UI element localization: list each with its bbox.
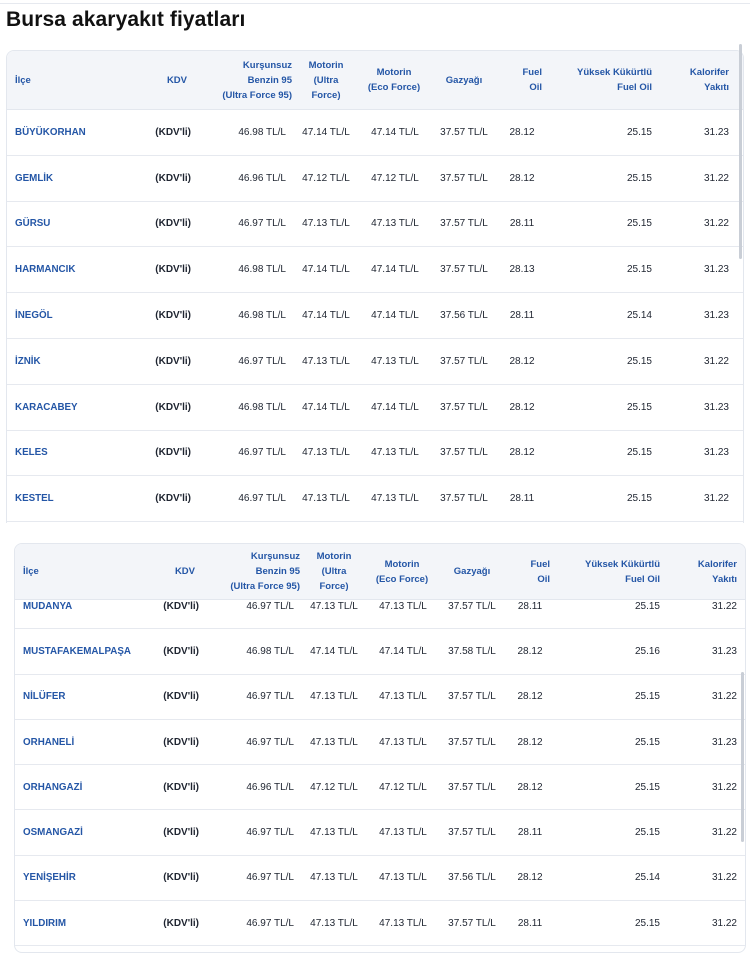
cell-yuksek-kukurtlu: 25.15 xyxy=(634,917,660,929)
header-motorin-eco: Motorin (Eco Force) xyxy=(367,67,421,93)
cell-fuel-oil: 28.11 xyxy=(509,218,535,230)
cell-yuksek-kukurtlu: 25.15 xyxy=(626,126,652,138)
cell-benzin95: 46.97 TL/L xyxy=(246,691,294,703)
table-row xyxy=(15,765,745,810)
cell-fuel-oil: 28.12 xyxy=(517,645,543,657)
header-gazyagi: Gazyağı xyxy=(453,566,491,577)
fuel-price-table-2 xyxy=(14,543,746,953)
cell-gazyagi: 37.57 TL/L xyxy=(448,827,496,839)
table-row xyxy=(7,156,743,202)
cell-kdv: (KDV'li) xyxy=(163,872,199,884)
cell-motorin-eco: 47.13 TL/L xyxy=(379,872,427,884)
cell-benzin95: 46.97 TL/L xyxy=(238,355,286,367)
cell-fuel-oil: 28.11 xyxy=(509,310,535,322)
cell-yuksek-kukurtlu: 25.16 xyxy=(634,645,660,657)
cell-kalorifer: 31.22 xyxy=(711,827,737,839)
cell-district[interactable]: KARACABEY xyxy=(15,401,78,413)
cell-district[interactable]: ORHANELİ xyxy=(23,736,75,748)
cell-fuel-oil: 28.12 xyxy=(509,447,535,459)
cell-motorin-ultra: 47.13 TL/L xyxy=(310,917,358,929)
header-motorin-eco: Motorin (Eco Force) xyxy=(375,558,429,585)
table-row xyxy=(15,901,745,946)
cell-kalorifer: 31.22 xyxy=(711,872,737,884)
top-divider xyxy=(0,3,750,4)
header-ilce: İlçe xyxy=(15,74,31,86)
header-benzin95: Kurşunsuz Benzin 95 (Ultra Force 95) xyxy=(222,59,292,101)
cell-district[interactable]: MUDANYA xyxy=(23,600,73,612)
cell-motorin-eco: 47.14 TL/L xyxy=(379,645,427,657)
cell-motorin-ultra: 47.12 TL/L xyxy=(310,781,358,793)
header-kalorifer: Kalorifer Yakıtı xyxy=(697,558,737,585)
table-row xyxy=(15,675,745,720)
cell-kalorifer: 31.22 xyxy=(711,781,737,793)
page-title: Bursa akaryakıt fiyatları xyxy=(6,8,246,31)
cell-motorin-eco: 47.14 TL/L xyxy=(371,310,419,322)
cell-kdv: (KDV'li) xyxy=(155,126,191,138)
cell-yuksek-kukurtlu: 25.15 xyxy=(626,401,652,413)
cell-motorin-ultra: 47.13 TL/L xyxy=(302,447,350,459)
cell-yuksek-kukurtlu: 25.14 xyxy=(634,872,660,884)
cell-gazyagi: 37.56 TL/L xyxy=(440,310,488,322)
cell-motorin-ultra: 47.13 TL/L xyxy=(302,218,350,230)
cell-motorin-eco: 47.12 TL/L xyxy=(379,781,427,793)
table-row xyxy=(7,385,743,431)
header-ilce: İlçe xyxy=(23,566,39,577)
header-fuel-oil: Fuel Oil xyxy=(522,67,542,93)
cell-motorin-eco: 47.13 TL/L xyxy=(379,917,427,929)
cell-motorin-ultra: 47.13 TL/L xyxy=(310,827,358,839)
cell-district[interactable]: YILDIRIM xyxy=(23,917,66,929)
cell-yuksek-kukurtlu: 25.15 xyxy=(626,447,652,459)
cell-fuel-oil: 28.12 xyxy=(517,736,543,748)
cell-gazyagi: 37.56 TL/L xyxy=(448,872,496,884)
cell-district[interactable]: İZNİK xyxy=(15,355,41,367)
cell-benzin95: 46.98 TL/L xyxy=(246,645,294,657)
table-row xyxy=(7,431,743,477)
cell-motorin-eco: 47.13 TL/L xyxy=(379,736,427,748)
cell-yuksek-kukurtlu: 25.14 xyxy=(626,310,652,322)
cell-motorin-eco: 47.13 TL/L xyxy=(379,600,427,612)
cell-yuksek-kukurtlu: 25.15 xyxy=(626,355,652,367)
cell-benzin95: 46.97 TL/L xyxy=(238,447,286,459)
cell-gazyagi: 37.57 TL/L xyxy=(440,493,488,505)
table-row xyxy=(7,110,743,156)
cell-kdv: (KDV'li) xyxy=(155,218,191,230)
cell-district[interactable]: BÜYÜKORHAN xyxy=(15,126,86,138)
cell-gazyagi: 37.57 TL/L xyxy=(440,264,488,276)
cell-kalorifer: 31.23 xyxy=(703,447,729,459)
cell-district[interactable]: HARMANCIK xyxy=(15,264,76,276)
cell-kalorifer: 31.22 xyxy=(711,917,737,929)
cell-kdv: (KDV'li) xyxy=(163,600,199,612)
cell-gazyagi: 37.58 TL/L xyxy=(448,645,496,657)
cell-kdv: (KDV'li) xyxy=(163,645,199,657)
cell-kalorifer: 31.23 xyxy=(703,401,729,413)
scrollbar-thumb[interactable] xyxy=(739,44,742,259)
cell-motorin-ultra: 47.13 TL/L xyxy=(302,493,350,505)
cell-fuel-oil: 28.11 xyxy=(517,827,543,839)
cell-kdv: (KDV'li) xyxy=(155,447,191,459)
cell-district[interactable]: GEMLİK xyxy=(15,172,54,184)
cell-motorin-eco: 47.13 TL/L xyxy=(371,218,419,230)
cell-gazyagi: 37.57 TL/L xyxy=(448,736,496,748)
cell-kdv: (KDV'li) xyxy=(163,827,199,839)
cell-fuel-oil: 28.12 xyxy=(517,691,543,703)
cell-fuel-oil: 28.12 xyxy=(509,401,535,413)
table-row xyxy=(15,811,745,856)
table-row xyxy=(15,584,745,629)
cell-fuel-oil: 28.12 xyxy=(509,126,535,138)
cell-gazyagi: 37.57 TL/L xyxy=(448,781,496,793)
cell-benzin95: 46.97 TL/L xyxy=(246,917,294,929)
cell-gazyagi: 37.57 TL/L xyxy=(440,447,488,459)
header-motorin-ultra: Motorin (Ultra Force) xyxy=(316,551,352,592)
cell-kalorifer: 31.23 xyxy=(711,645,737,657)
cell-motorin-ultra: 47.12 TL/L xyxy=(302,172,350,184)
cell-kdv: (KDV'li) xyxy=(163,781,199,793)
cell-benzin95: 46.97 TL/L xyxy=(246,600,294,612)
table-row xyxy=(7,202,743,248)
table-row xyxy=(7,339,743,385)
cell-gazyagi: 37.57 TL/L xyxy=(440,218,488,230)
cell-gazyagi: 37.57 TL/L xyxy=(448,600,496,612)
cell-kalorifer: 31.22 xyxy=(711,600,737,612)
cell-kdv: (KDV'li) xyxy=(155,310,191,322)
cell-motorin-ultra: 47.13 TL/L xyxy=(310,872,358,884)
cell-yuksek-kukurtlu: 25.15 xyxy=(626,172,652,184)
cell-kalorifer: 31.23 xyxy=(703,126,729,138)
cell-benzin95: 46.97 TL/L xyxy=(246,736,294,748)
cell-gazyagi: 37.57 TL/L xyxy=(448,917,496,929)
cell-motorin-eco: 47.13 TL/L xyxy=(371,493,419,505)
cell-benzin95: 46.96 TL/L xyxy=(238,172,286,184)
cell-fuel-oil: 28.11 xyxy=(509,493,535,505)
cell-motorin-eco: 47.13 TL/L xyxy=(379,691,427,703)
cell-motorin-ultra: 47.14 TL/L xyxy=(302,401,350,413)
header-yuksek-kukurtlu: Yüksek Kükürtlü Fuel Oil xyxy=(585,558,660,585)
scrollbar-thumb[interactable] xyxy=(741,672,744,842)
cell-fuel-oil: 28.11 xyxy=(517,917,543,929)
cell-fuel-oil: 28.12 xyxy=(517,781,543,793)
cell-yuksek-kukurtlu: 25.15 xyxy=(626,218,652,230)
cell-district[interactable]: ORHANGAZİ xyxy=(23,781,83,793)
cell-kdv: (KDV'li) xyxy=(155,355,191,367)
cell-kalorifer: 31.22 xyxy=(703,218,729,230)
header-kalorifer: Kalorifer Yakıtı xyxy=(689,67,729,93)
cell-yuksek-kukurtlu: 25.15 xyxy=(626,264,652,276)
cell-benzin95: 46.98 TL/L xyxy=(238,264,286,276)
cell-district[interactable]: MUSTAFAKEMALPAŞA xyxy=(23,645,131,657)
cell-district[interactable]: KESTEL xyxy=(15,493,54,505)
cell-kdv: (KDV'li) xyxy=(155,172,191,184)
cell-yuksek-kukurtlu: 25.15 xyxy=(634,736,660,748)
cell-motorin-eco: 47.14 TL/L xyxy=(371,264,419,276)
cell-kdv: (KDV'li) xyxy=(163,691,199,703)
table-row xyxy=(7,247,743,293)
header-benzin95: Kurşunsuz Benzin 95 (Ultra Force 95) xyxy=(230,551,300,592)
cell-benzin95: 46.98 TL/L xyxy=(238,310,286,322)
cell-motorin-ultra: 47.14 TL/L xyxy=(302,126,350,138)
cell-benzin95: 46.98 TL/L xyxy=(238,401,286,413)
cell-yuksek-kukurtlu: 25.15 xyxy=(634,827,660,839)
cell-gazyagi: 37.57 TL/L xyxy=(440,355,488,367)
cell-motorin-ultra: 47.13 TL/L xyxy=(302,355,350,367)
cell-benzin95: 46.97 TL/L xyxy=(238,493,286,505)
cell-motorin-ultra: 47.13 TL/L xyxy=(310,736,358,748)
cell-district[interactable]: OSMANGAZİ xyxy=(23,827,83,839)
cell-fuel-oil: 28.12 xyxy=(509,172,535,184)
cell-kalorifer: 31.22 xyxy=(703,172,729,184)
cell-kalorifer: 31.23 xyxy=(703,310,729,322)
cell-motorin-eco: 47.14 TL/L xyxy=(371,401,419,413)
fuel-price-table-1 xyxy=(6,50,744,523)
cell-gazyagi: 37.57 TL/L xyxy=(440,126,488,138)
cell-district[interactable]: İNEGÖL xyxy=(15,310,53,322)
table-row xyxy=(7,476,743,522)
cell-motorin-ultra: 47.14 TL/L xyxy=(302,310,350,322)
cell-yuksek-kukurtlu: 25.15 xyxy=(634,600,660,612)
header-gazyagi: Gazyağı xyxy=(445,74,483,86)
cell-kdv: (KDV'li) xyxy=(155,401,191,413)
cell-benzin95: 46.98 TL/L xyxy=(238,126,286,138)
cell-motorin-ultra: 47.13 TL/L xyxy=(310,600,358,612)
cell-kalorifer: 31.23 xyxy=(711,736,737,748)
cell-yuksek-kukurtlu: 25.15 xyxy=(626,493,652,505)
cell-kdv: (KDV'li) xyxy=(155,493,191,505)
header-motorin-ultra: Motorin (Ultra Force) xyxy=(308,59,344,101)
cell-benzin95: 46.96 TL/L xyxy=(246,781,294,793)
cell-motorin-eco: 47.12 TL/L xyxy=(371,172,419,184)
cell-yuksek-kukurtlu: 25.15 xyxy=(634,781,660,793)
cell-gazyagi: 37.57 TL/L xyxy=(448,691,496,703)
table-row xyxy=(15,720,745,765)
cell-gazyagi: 37.57 TL/L xyxy=(440,401,488,413)
cell-fuel-oil: 28.12 xyxy=(517,872,543,884)
cell-district[interactable]: NİLÜFER xyxy=(23,691,66,703)
cell-kalorifer: 31.22 xyxy=(703,493,729,505)
cell-district[interactable]: KELES xyxy=(15,447,48,459)
table-row xyxy=(15,629,745,674)
cell-kalorifer: 31.22 xyxy=(703,355,729,367)
cell-motorin-eco: 47.14 TL/L xyxy=(371,126,419,138)
header-fuel-oil: Fuel Oil xyxy=(530,558,550,585)
cell-fuel-oil: 28.12 xyxy=(509,355,535,367)
cell-yuksek-kukurtlu: 25.15 xyxy=(634,691,660,703)
cell-motorin-ultra: 47.13 TL/L xyxy=(310,691,358,703)
cell-motorin-eco: 47.13 TL/L xyxy=(371,355,419,367)
cell-benzin95: 46.97 TL/L xyxy=(246,827,294,839)
cell-fuel-oil: 28.13 xyxy=(509,264,535,276)
cell-district[interactable]: YENİŞEHİR xyxy=(23,872,76,884)
header-yuksek-kukurtlu: Yüksek Kükürtlü Fuel Oil xyxy=(577,67,652,93)
header-kdv: KDV xyxy=(166,74,187,86)
table-row xyxy=(15,856,745,901)
cell-kdv: (KDV'li) xyxy=(163,917,199,929)
table-header xyxy=(7,51,743,110)
header-kdv: KDV xyxy=(174,566,195,577)
cell-benzin95: 46.97 TL/L xyxy=(246,872,294,884)
cell-gazyagi: 37.57 TL/L xyxy=(440,172,488,184)
cell-kalorifer: 31.23 xyxy=(703,264,729,276)
cell-kdv: (KDV'li) xyxy=(155,264,191,276)
cell-kdv: (KDV'li) xyxy=(163,736,199,748)
cell-benzin95: 46.97 TL/L xyxy=(238,218,286,230)
cell-fuel-oil: 28.11 xyxy=(517,600,543,612)
cell-motorin-eco: 47.13 TL/L xyxy=(379,827,427,839)
cell-motorin-eco: 47.13 TL/L xyxy=(371,447,419,459)
table-row xyxy=(7,293,743,339)
cell-kalorifer: 31.22 xyxy=(711,691,737,703)
cell-motorin-ultra: 47.14 TL/L xyxy=(302,264,350,276)
cell-district[interactable]: GÜRSU xyxy=(15,218,51,230)
cell-motorin-ultra: 47.14 TL/L xyxy=(310,645,358,657)
